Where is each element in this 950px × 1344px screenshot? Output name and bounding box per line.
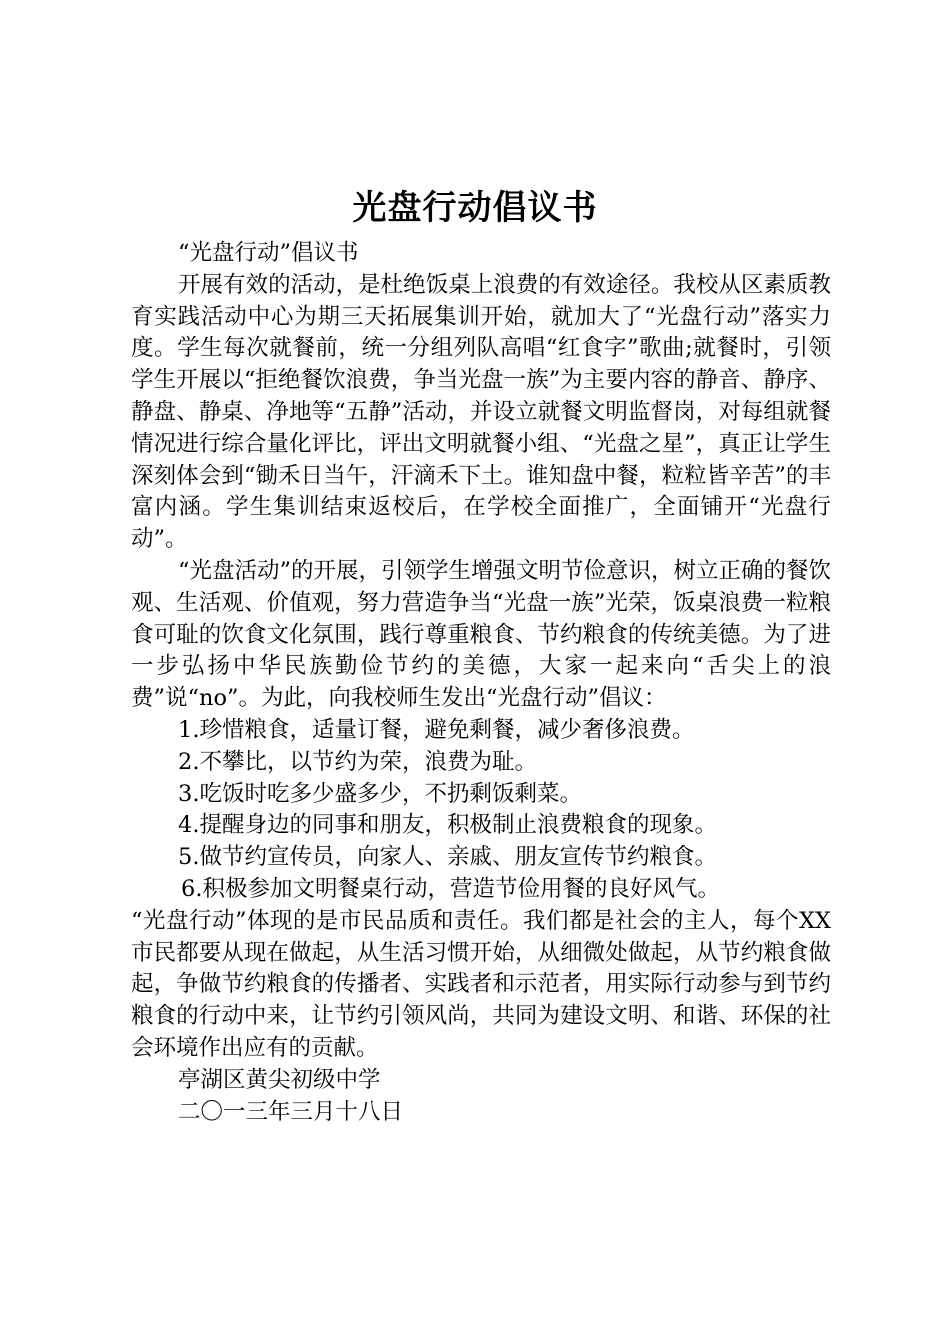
list-item: 5.做节约宣传员，向家人、亲戚、朋友宣传节约粮食。 [178,844,717,871]
paragraph-1: 开展有效的活动，是杜绝饭桌上浪费的有效途径。我校从区素质教育实践活动中心为期三天拓展集训开始，就加大了“光盘行动”落实力度。学生每次就餐前，统一分组列队高唱“红食字”歌曲;就餐时，引领学生开展以“拒绝餐饮浪费，争当光盘一族”为主要内容的静音、静序、静盘、静桌、净地等“五静”活动，并设立就餐文明监督岗，对每组就餐情况进行综合量化评比，评出文明就餐小组、“光盘之星”，真正让学生深刻体会到“锄禾日当午，汗滴禾下土。谁知盘中餐，粒粒皆辛苦”的丰富内涵。学生集训结束返校后，在学校全面推广，全面铺开“光盘行动”。 [131,271,831,553]
list-item: 2.不攀比，以节约为荣，浪费为耻。 [178,748,537,775]
document-body [131,238,831,1128]
list-item: 4.提醒身边的同事和朋友，积极制止浪费粮食的现象。 [178,812,717,839]
signature-date: 二〇一三年三月十八日 [178,1098,404,1125]
list-item: 1.珍惜粮食，适量订餐，避免剩餐，减少奢侈浪费。 [178,716,695,743]
signature-school: 亭湖区黄尖初级中学 [178,1066,381,1093]
subtitle: “光盘行动”倡议书 [178,240,359,266]
list-item: 3.吃饭时吃多少盛多少，不扔剩饭剩菜。 [178,780,582,807]
page-title: 光盘行动倡议书 [352,188,598,228]
list-item: 6.积极参加文明餐桌行动，营造节俭用餐的良好风气。 [181,875,720,902]
paragraph-2: “光盘活动”的开展，引领学生增强文明节俭意识，树立正确的餐饮观、生活观、价值观，努力营造争当“光盘一族”光荣，饭桌浪费一粒粮食可耻的饮食文化氛围，践行尊重粮食、节约粮食的传统美德。为了进一步弘扬中华民族勤俭节约的美德，大家一起来向“舌尖上的浪费”说“no”。为此，向我校师生发出“光盘行动”倡议： [131,557,832,712]
closing-paragraph: “光盘行动”体现的是市民品质和责任。我们都是社会的主人，每个XX市民都要从现在做起，从生活习惯开始，从细微处做起，从节约粮食做起，争做节约粮食的传播者、实践者和示范者，用实际行动参与到节约粮食的行动中来，让节约引领风尚，共同为建设文明、和谐、环保的社会环境作出应有的贡献。 [131,907,831,1061]
